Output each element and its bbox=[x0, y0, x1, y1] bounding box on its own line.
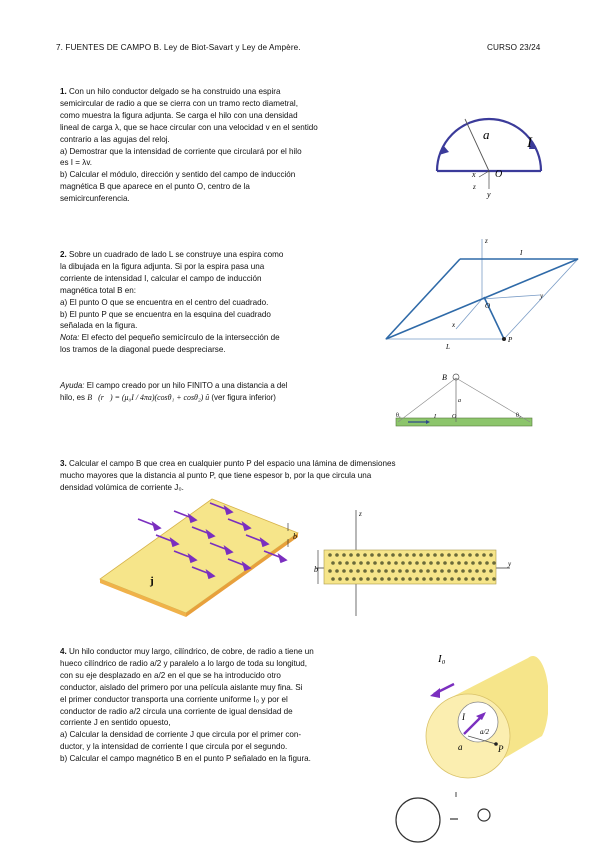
text-line: b) El punto P que se encuentra en la esquina del cuadrado bbox=[60, 309, 271, 319]
current-dot bbox=[349, 553, 353, 557]
current-dot bbox=[436, 577, 440, 581]
current-dot bbox=[471, 561, 475, 565]
current-dot bbox=[391, 553, 395, 557]
current-dot bbox=[471, 577, 475, 581]
current-dot bbox=[384, 553, 388, 557]
z-axis-label: z bbox=[359, 510, 362, 518]
current-dot bbox=[387, 577, 391, 581]
text-line: como muestra la figura adjunta. Se carga el hilo con una densidad bbox=[60, 110, 298, 120]
current-dot bbox=[440, 553, 444, 557]
wire-segment bbox=[386, 259, 460, 339]
current-dot bbox=[426, 569, 430, 573]
current-dot bbox=[345, 577, 349, 581]
thickness-label: b bbox=[314, 565, 318, 574]
text-line: semicircunferencia. bbox=[60, 194, 130, 204]
arrow-icon bbox=[153, 523, 160, 530]
current-dot bbox=[398, 569, 402, 573]
current-dot bbox=[454, 553, 458, 557]
current-dot bbox=[492, 577, 496, 581]
current-dot bbox=[447, 553, 451, 557]
current-dot bbox=[485, 577, 489, 581]
current-dot bbox=[485, 561, 489, 565]
current-dot bbox=[345, 561, 349, 565]
current-dot bbox=[489, 569, 493, 573]
theta1-label: θ₁ bbox=[396, 413, 401, 419]
current-dot bbox=[429, 577, 433, 581]
text-line: densidad volúmica de corriente J₀. bbox=[60, 482, 184, 492]
current-dot bbox=[373, 561, 377, 565]
text-line: hilo, es bbox=[60, 392, 86, 402]
theta2-label: θ₂ bbox=[516, 413, 521, 419]
text-line: señalada en la figura. bbox=[60, 321, 138, 331]
text-line: lineal de carga λ, que se hace circular con una velocidad v en el sentido bbox=[60, 122, 318, 132]
current-dot bbox=[366, 561, 370, 565]
current-dot bbox=[443, 577, 447, 581]
header-course: CURSO 23/24 bbox=[487, 43, 541, 52]
text-line: ductor, y la intensidad de corriente I que circula por el segundo. bbox=[60, 742, 288, 752]
y-axis-label: y bbox=[487, 190, 491, 199]
current-dot bbox=[489, 553, 493, 557]
text-line: a) Demostrar que la intensidad de corriente que circulará por el hilo bbox=[60, 146, 302, 156]
current-dot bbox=[405, 569, 409, 573]
current-dot bbox=[401, 577, 405, 581]
current-dot bbox=[457, 577, 461, 581]
current-dot bbox=[482, 553, 486, 557]
current-dot bbox=[419, 569, 423, 573]
text-line: a) Calcular la densidad de corriente J que circula por el primer con- bbox=[60, 730, 302, 740]
figure-sketch-circles bbox=[392, 786, 502, 846]
current-dot bbox=[377, 553, 381, 557]
current-dot bbox=[436, 561, 440, 565]
current-dot bbox=[405, 553, 409, 557]
origin-label: O bbox=[452, 414, 457, 420]
field-label: B bbox=[442, 373, 447, 382]
current-dot bbox=[422, 561, 426, 565]
current-dot bbox=[475, 569, 479, 573]
current-dot bbox=[370, 553, 374, 557]
point-P-label: P bbox=[498, 744, 504, 754]
y-axis-label: y bbox=[508, 560, 512, 568]
ayuda-label: Ayuda: bbox=[60, 381, 85, 390]
x-axis bbox=[456, 299, 482, 329]
hole-radius-label: a/2 bbox=[480, 728, 489, 736]
current-dot bbox=[387, 561, 391, 565]
figure-finite-wire bbox=[394, 368, 534, 430]
current-dot bbox=[408, 561, 412, 565]
current-dot bbox=[359, 561, 363, 565]
current-dot bbox=[331, 561, 335, 565]
problem-4-text bbox=[60, 646, 400, 765]
current-label: I bbox=[434, 414, 436, 420]
text-line: semicircular de radio a que se cierra con un tramo recto diametral, bbox=[60, 98, 298, 108]
text-line: Un hilo conductor muy largo, cilíndrico, de cobre, de radio a tiene un bbox=[69, 647, 314, 656]
point-P-label: P bbox=[508, 336, 513, 344]
current-dot bbox=[457, 561, 461, 565]
current-dot bbox=[454, 569, 458, 573]
current-dot bbox=[363, 569, 367, 573]
figure-hollow-cylinder bbox=[418, 640, 548, 800]
current-dot bbox=[335, 553, 339, 557]
text-line: corriente J en sentido opuesto, bbox=[60, 718, 171, 728]
current-dot bbox=[468, 553, 472, 557]
current-dot bbox=[384, 569, 388, 573]
current-dot bbox=[415, 577, 419, 581]
current-dot bbox=[492, 561, 496, 565]
current-dot bbox=[363, 553, 367, 557]
text-line: Con un hilo conductor delgado se ha construido una espira bbox=[69, 87, 281, 96]
current-dot bbox=[342, 553, 346, 557]
current-dot bbox=[370, 569, 374, 573]
problem-2-text bbox=[60, 249, 370, 356]
text-line: Sobre un cuadrado de lado L se construye una espira como bbox=[69, 250, 284, 259]
problem-3-text bbox=[60, 458, 522, 494]
current-dot bbox=[475, 553, 479, 557]
radius-label: a bbox=[483, 127, 490, 142]
current-dot bbox=[433, 553, 437, 557]
current-dot bbox=[422, 577, 426, 581]
current-dot bbox=[338, 577, 342, 581]
text-line: el primer conductor transporta una corriente uniforme I₀ y por el bbox=[60, 694, 288, 704]
figure-slab-cross-section bbox=[314, 508, 518, 618]
current-dot bbox=[356, 553, 360, 557]
y-axis-label: y bbox=[540, 292, 544, 300]
text-line: la dibujada en la figura adjunta. Si por la espira pasa una bbox=[60, 261, 265, 271]
current-dot bbox=[352, 577, 356, 581]
figure-square-loop bbox=[382, 235, 582, 355]
current-dot bbox=[356, 569, 360, 573]
current-dot bbox=[464, 577, 468, 581]
current-dot bbox=[398, 553, 402, 557]
figure-current-slab bbox=[98, 495, 308, 617]
text-line: magnética B que aparece en el punto O, centro de la bbox=[60, 182, 250, 192]
current-dot bbox=[380, 577, 384, 581]
current-dot bbox=[419, 553, 423, 557]
angle-line bbox=[398, 378, 456, 422]
point-P bbox=[502, 337, 506, 341]
current-density-label: j bbox=[150, 575, 154, 587]
outer-current-label: I₀ bbox=[438, 653, 446, 665]
current-dot bbox=[338, 561, 342, 565]
current-label: I bbox=[527, 135, 532, 151]
current-dot bbox=[328, 553, 332, 557]
origin-label: O bbox=[495, 169, 503, 180]
current-dot bbox=[478, 561, 482, 565]
text-line: b) Calcular el módulo, dirección y sentido del campo de inducción bbox=[60, 170, 296, 180]
current-dot bbox=[450, 561, 454, 565]
current-dot bbox=[412, 569, 416, 573]
text-line: El campo creado por un hilo FINITO a una distancia a del bbox=[86, 381, 288, 390]
text-line: los tramos de la diagonal puede despreciarse. bbox=[60, 345, 226, 355]
thickness-label: b bbox=[293, 532, 297, 541]
text-line: (ver figura inferior) bbox=[211, 392, 276, 402]
x-axis-label: x bbox=[452, 321, 456, 329]
current-dot bbox=[331, 577, 335, 581]
current-dot bbox=[433, 569, 437, 573]
origin-label: O bbox=[485, 302, 491, 310]
text-line: b) Calcular el campo magnético B en el punto P señalado en la figura. bbox=[60, 754, 311, 764]
arrow-icon bbox=[430, 688, 440, 698]
current-dot bbox=[461, 569, 465, 573]
nota-label: Nota: bbox=[60, 333, 80, 343]
current-dot bbox=[352, 561, 356, 565]
current-dot bbox=[349, 569, 353, 573]
current-dot bbox=[394, 561, 398, 565]
current-dot bbox=[468, 569, 472, 573]
ayuda-text bbox=[60, 380, 390, 404]
current-dot bbox=[429, 561, 433, 565]
text-line: hueco cilíndrico de radio a/2 y paralelo a lo largo de toda su longitud, bbox=[60, 658, 308, 668]
x-axis-label: x bbox=[472, 170, 476, 179]
z-axis-label: z bbox=[473, 183, 476, 191]
current-dot bbox=[394, 577, 398, 581]
current-dot bbox=[366, 577, 370, 581]
current-dot bbox=[447, 569, 451, 573]
text-line: mucho mayores que la distancia al punto P, que tiene espesor b, por la que circula una bbox=[60, 470, 372, 480]
current-dot bbox=[342, 569, 346, 573]
current-dot bbox=[478, 577, 482, 581]
text-line: El efecto del pequeño semicírculo de la intersección de bbox=[81, 333, 280, 343]
current-dot bbox=[412, 553, 416, 557]
problem-number: 2. bbox=[60, 250, 67, 259]
text-line: corriente de intensidad I, calcular el campo de inducción bbox=[60, 273, 262, 283]
side-label: L bbox=[446, 343, 450, 351]
text-line: es I = λv. bbox=[60, 158, 93, 168]
current-dot bbox=[401, 561, 405, 565]
current-dot bbox=[380, 561, 384, 565]
inner-current-label: I bbox=[462, 712, 465, 722]
text-line: a) El punto O que se encuentra en el centro del cuadrado. bbox=[60, 297, 269, 307]
text-line: conductor de radio a/2 circula una corriente de igual densidad de bbox=[60, 706, 293, 716]
current-dot bbox=[335, 569, 339, 573]
current-dot bbox=[328, 569, 332, 573]
header-title: 7. FUENTES DE CAMPO B. Ley de Biot-Savart y Ley de Ampère. bbox=[56, 43, 301, 52]
problem-1-text bbox=[60, 86, 398, 205]
problem-number: 3. bbox=[60, 459, 67, 468]
current-dot bbox=[440, 569, 444, 573]
current-label: I bbox=[520, 249, 523, 257]
current-dot bbox=[415, 561, 419, 565]
text-line: contrario a las agujas del reloj. bbox=[60, 134, 170, 144]
distance-label: a bbox=[458, 398, 461, 404]
current-dot bbox=[464, 561, 468, 565]
current-dot bbox=[391, 569, 395, 573]
current-dot bbox=[461, 553, 465, 557]
current-dot bbox=[450, 577, 454, 581]
current-dot bbox=[408, 577, 412, 581]
hole bbox=[458, 702, 498, 742]
current-dot bbox=[426, 553, 430, 557]
problem-number: 4. bbox=[60, 647, 67, 656]
current-dot bbox=[443, 561, 447, 565]
current-dot bbox=[482, 569, 486, 573]
current-dot bbox=[359, 577, 363, 581]
small-circle bbox=[478, 809, 490, 821]
problem-number: 1. bbox=[60, 87, 67, 96]
text-line: con su eje desplazado en a/2 en el que se ha introducido otro bbox=[60, 670, 281, 680]
text-line: Calcular el campo B que crea en cualquier punto P del espacio una lámina de dimensiones bbox=[69, 459, 396, 468]
ayuda-formula: B⃗(r⃗) = (μ₀I / 4πa)(cosθ₁ + cosθ₂) û bbox=[87, 392, 210, 402]
radius-label: a bbox=[458, 742, 463, 752]
text-line: conductor, aislado del primero por una película aislante muy fina. Si bbox=[60, 682, 303, 692]
large-circle bbox=[396, 798, 440, 842]
arrow-icon bbox=[279, 555, 286, 562]
current-dot bbox=[373, 577, 377, 581]
figure-semicircle-loop bbox=[425, 95, 555, 205]
text-line: magnética total B en: bbox=[60, 285, 137, 295]
z-axis-label: z bbox=[485, 237, 488, 245]
current-dot bbox=[377, 569, 381, 573]
